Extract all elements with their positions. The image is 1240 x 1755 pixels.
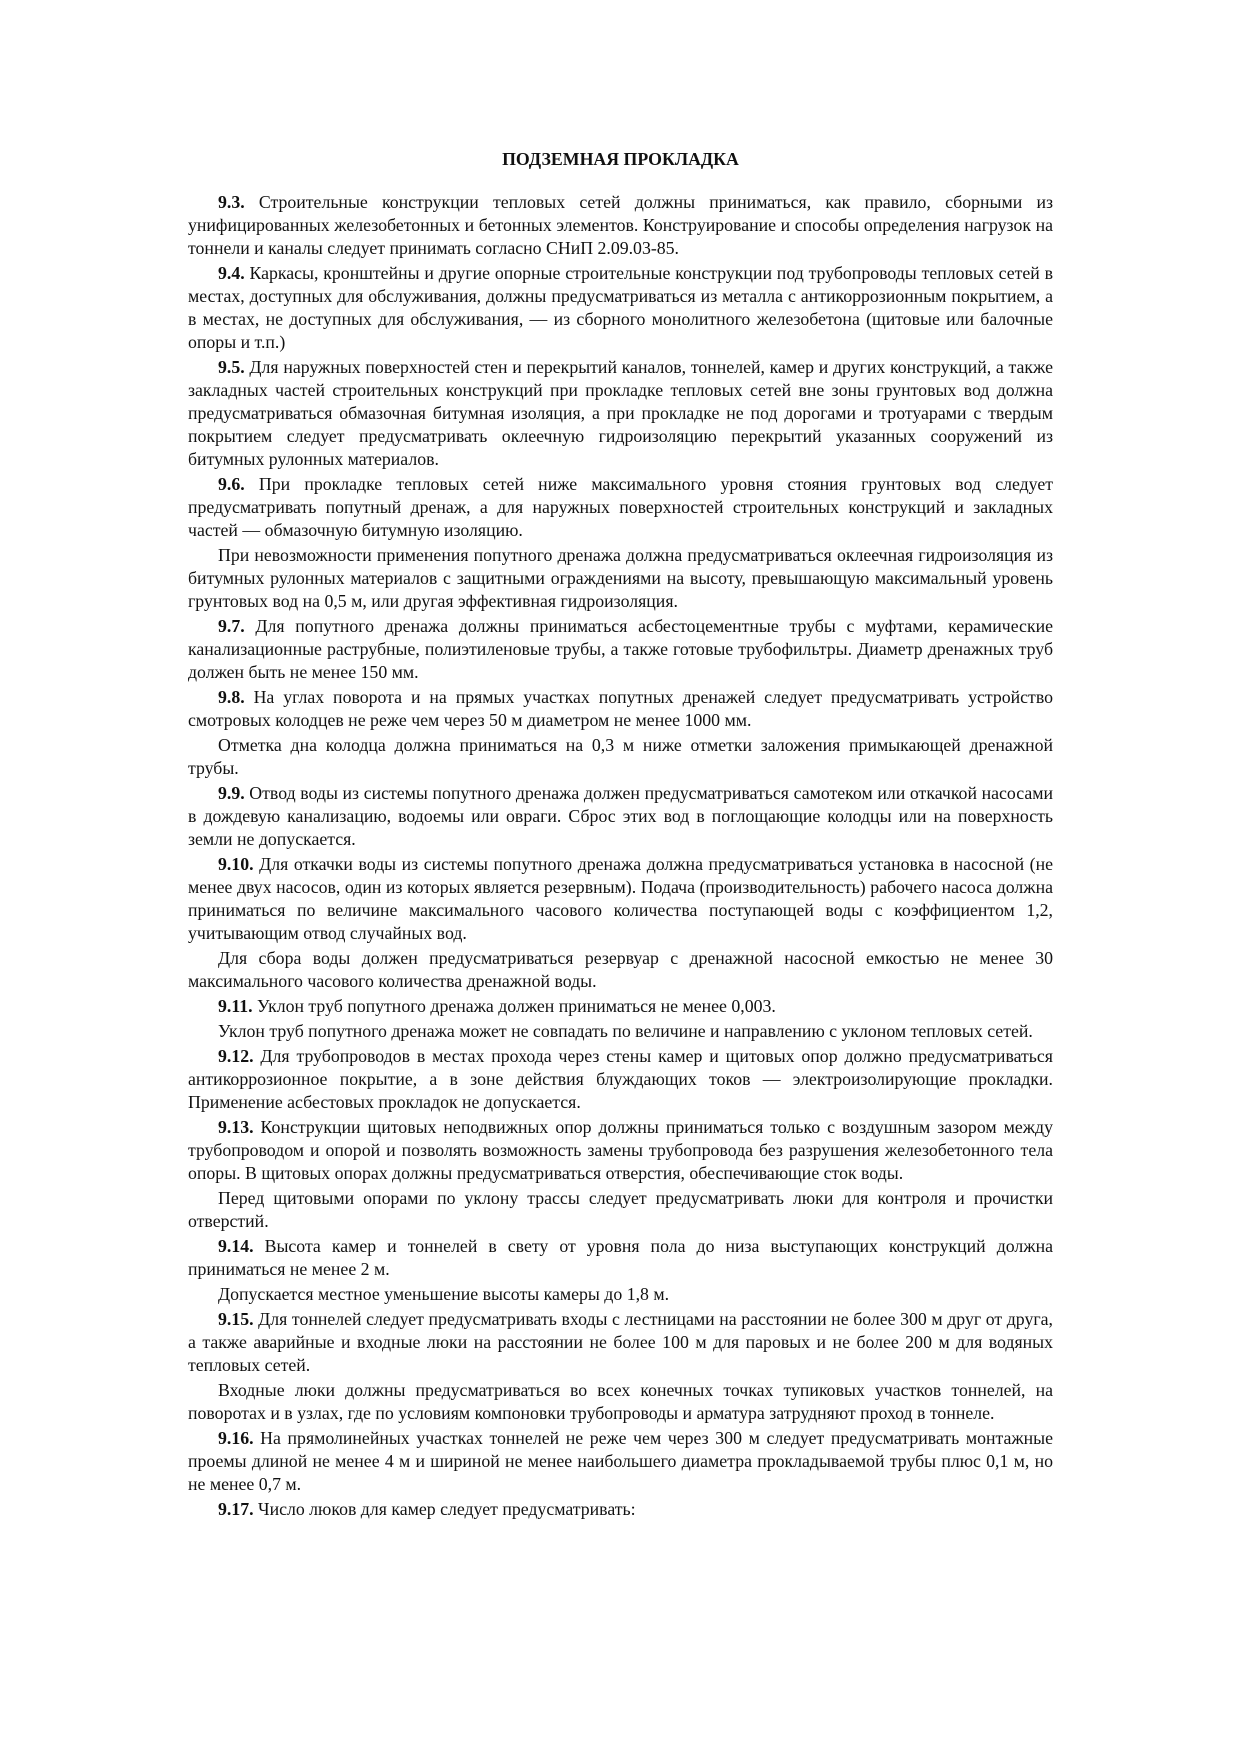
paragraph-9-5 <box>188 356 1053 471</box>
clause-number: 9.3. <box>218 192 245 212</box>
clause-number: 9.14. <box>218 1236 254 1256</box>
document-page <box>188 148 1053 1523</box>
paragraph-text: Отметка дна колодца должна приниматься на 0,3 м ниже отметки заложения примыкающей дренажной трубы. <box>188 735 1053 778</box>
paragraph-9-11 <box>188 995 1053 1018</box>
clause-number: 9.7. <box>218 616 245 636</box>
clause-number: 9.8. <box>218 687 245 707</box>
clause-number: 9.5. <box>218 357 245 377</box>
paragraph-text: Входные люки должны предусматриваться во всех конечных точках тупиковых участков тоннелей, на поворотах и в узлах, где по условиям компоновки трубопроводы и арматура затрудняют проход в тоннеле. <box>188 1380 1053 1423</box>
paragraph-text: Уклон труб попутного дренажа должен приниматься не менее 0,003. <box>252 996 776 1016</box>
paragraph-text: Каркасы, кронштейны и другие опорные строительные конструкции под трубопроводы тепловых сетей в местах, доступных для обслуживания, должны предусматриваться из металла с антикоррозионным покрытием, а в местах, не доступных для обслуживания, — из сборного монолитного железобетона (щитовые или балочные опоры и т.п.) <box>188 263 1053 352</box>
paragraph-9-6-cont <box>188 544 1053 613</box>
clause-number: 9.4. <box>218 263 245 283</box>
clause-number: 9.13. <box>218 1117 254 1137</box>
paragraph-9-10 <box>188 853 1053 945</box>
paragraph-9-14 <box>188 1235 1053 1281</box>
paragraph-text: При прокладке тепловых сетей ниже максимального уровня стояния грунтовых вод следует предусматривать попутный дренаж, а для наружных поверхностей строительных конструкций и закладных частей — обмазочную битумную изоляцию. <box>188 474 1053 540</box>
paragraph-9-3 <box>188 191 1053 260</box>
clause-number: 9.16. <box>218 1428 254 1448</box>
paragraph-9-13 <box>188 1116 1053 1185</box>
clause-number: 9.17. <box>218 1499 254 1519</box>
paragraph-text: На прямолинейных участках тоннелей не реже чем через 300 м следует предусматривать монтажные проемы длиной не менее 4 м и шириной не менее наибольшего диаметра прокладываемой трубы плюс 0,1 м, но не менее 0,7 м. <box>188 1428 1053 1494</box>
paragraph-9-6 <box>188 473 1053 542</box>
paragraph-9-15 <box>188 1308 1053 1377</box>
paragraph-9-8 <box>188 686 1053 732</box>
paragraph-text: Для попутного дренажа должны приниматься асбестоцементные трубы с муфтами, керамические канализационные раструбные, полиэтиленовые трубы, а также готовые трубофильтры. Диаметр дренажных труб должен быть не менее 150 мм. <box>188 616 1053 682</box>
paragraph-text: Для сбора воды должен предусматриваться резервуар с дренажной насосной емкостью не менее 30 максимального часового количества дренажной воды. <box>188 948 1053 991</box>
paragraph-text: Отвод воды из системы попутного дренажа должен предусматриваться самотеком или откачкой насосами в дождевую канализацию, водоемы или овраги. Сброс этих вод в поглощающие колодцы или на поверхность земли не допускается. <box>188 783 1053 849</box>
paragraph-9-10-cont <box>188 947 1053 993</box>
paragraph-text: Уклон труб попутного дренажа может не совпадать по величине и направлению с уклоном тепловых сетей. <box>218 1021 1033 1041</box>
clause-number: 9.10. <box>218 854 254 874</box>
clause-number: 9.12. <box>218 1046 254 1066</box>
paragraph-text: Для тоннелей следует предусматривать входы с лестницами на расстоянии не более 300 м друг от друга, а также аварийные и входные люки на расстоянии не более 100 м для паровых и не более 200 м для водяных тепловых сетей. <box>188 1309 1053 1375</box>
paragraph-text: При невозможности применения попутного дренажа должна предусматриваться оклеечная гидроизоляция из битумных рулонных материалов с защитными ограждениями на высоту, превышающую максимальный уровень грунтовых вод на 0,5 м, или другая эффективная гидроизоляция. <box>188 545 1053 611</box>
paragraph-9-14-cont <box>188 1283 1053 1306</box>
paragraph-text: Для трубопроводов в местах прохода через стены камер и щитовых опор должно предусматриваться антикоррозионное покрытие, а в зоне действия блуждающих токов — электроизолирующие прокладки. Применение асбестовых прокладок не допускается. <box>188 1046 1053 1112</box>
paragraph-text: Высота камер и тоннелей в свету от уровня пола до низа выступающих конструкций должна приниматься не менее 2 м. <box>188 1236 1053 1279</box>
clause-number: 9.9. <box>218 783 245 803</box>
paragraph-text: На углах поворота и на прямых участках попутных дренажей следует предусматривать устройство смотровых колодцев не реже чем через 50 м диаметром не менее 1000 мм. <box>188 687 1053 730</box>
paragraph-text: Перед щитовыми опорами по уклону трассы следует предусматривать люки для контроля и прочистки отверстий. <box>188 1188 1053 1231</box>
paragraph-text: Для наружных поверхностей стен и перекрытий каналов, тоннелей, камер и других конструкций, а также закладных частей строительных конструкций при прокладке тепловых сетей вне зоны грунтовых вод должна предусматриваться обмазочная битумная изоляция, а при прокладке не под дорогами и тротуарами с твердым покрытием следует предусматривать оклеечную гидроизоляцию перекрытий указанных сооружений из битумных рулонных материалов. <box>188 357 1053 469</box>
paragraph-9-11-cont <box>188 1020 1053 1043</box>
paragraph-9-9 <box>188 782 1053 851</box>
paragraph-text: Допускается местное уменьшение высоты камеры до 1,8 м. <box>218 1284 670 1304</box>
paragraph-text: Число люков для камер следует предусматривать: <box>253 1499 636 1519</box>
paragraph-text: Для откачки воды из системы попутного дренажа должна предусматриваться установка в насосной (не менее двух насосов, один из которых является резервным). Подача (производительность) рабочего насоса должна приниматься по величине максимального часового количества поступающей воды с коэффициентом 1,2, учитывающим отвод случайных вод. <box>188 854 1053 943</box>
paragraph-9-12 <box>188 1045 1053 1114</box>
paragraph-9-7 <box>188 615 1053 684</box>
paragraph-text: Конструкции щитовых неподвижных опор должны приниматься только с воздушным зазором между трубопроводом и опорой и позволять возможность замены трубопровода без разрушения железобетонного тела опоры. В щитовых опорах должны предусматриваться отверстия, обеспечивающие сток воды. <box>188 1117 1053 1183</box>
paragraph-text: Строительные конструкции тепловых сетей должны приниматься, как правило, сборными из унифицированных железобетонных и бетонных элементов. Конструирование и способы определения нагрузок на тоннели и каналы следует принимать согласно СНиП 2.09.03-85. <box>188 192 1053 258</box>
paragraph-9-4 <box>188 262 1053 354</box>
clause-number: 9.11. <box>218 996 253 1016</box>
clause-number: 9.6. <box>218 474 245 494</box>
paragraph-9-15-cont <box>188 1379 1053 1425</box>
paragraph-9-16 <box>188 1427 1053 1496</box>
paragraph-9-8-cont <box>188 734 1053 780</box>
page-title: ПОДЗЕМНАЯ ПРОКЛАДКА <box>502 149 739 169</box>
paragraph-9-17 <box>188 1498 1053 1521</box>
paragraph-9-13-cont <box>188 1187 1053 1233</box>
clause-number: 9.15. <box>218 1309 254 1329</box>
